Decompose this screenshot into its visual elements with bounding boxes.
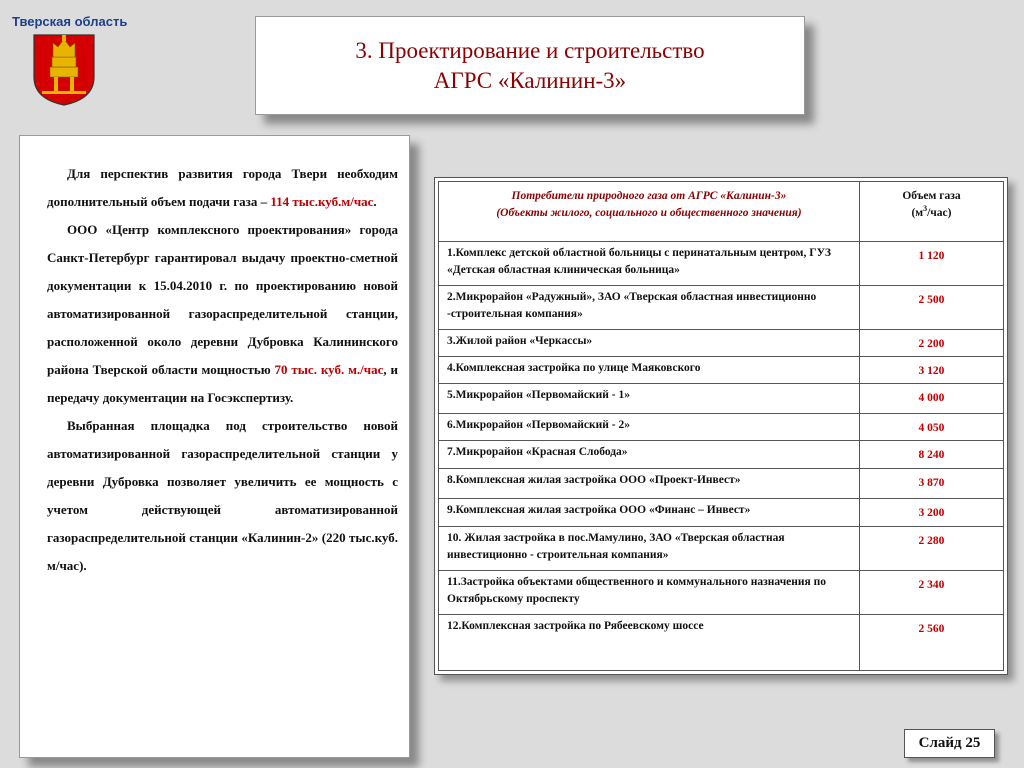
consumer-name-cell: 6.Микрорайон «Первомайский - 2» [439,414,860,441]
table-row [439,614,1004,670]
gas-volume-cell: 3 200 [859,498,1003,526]
consumer-name-cell: 8.Комплексная жилая застройка ООО «Проект-Инвест» [439,468,860,498]
gas-volume-cell: 2 280 [859,526,1003,570]
consumer-name-cell: 3.Жилой район «Черкассы» [439,330,860,357]
paragraph-2-end: , и передачу документации на Госэкспертизу. [47,362,398,405]
table-row [439,414,1004,441]
title-line-2: АГРС «Калинин-3» [433,67,627,93]
gas-volume-cell: 3 120 [859,357,1003,384]
table-row [439,242,1004,286]
paragraph-2 [47,216,398,412]
table-row [439,441,1004,468]
region-label: Тверская область [12,14,128,29]
gas-volume-cell: 4 000 [859,384,1003,414]
gas-demand-highlight: 114 тыс.куб.м/час [270,194,374,209]
capacity-highlight: 70 тыс. куб. м./час [274,362,384,377]
gas-volume-cell: 2 500 [859,286,1003,330]
slide-title [255,16,805,115]
gas-consumers-table [438,181,1004,671]
table-row [439,498,1004,526]
table-row [439,570,1004,614]
table-row [439,468,1004,498]
volume-column-header [859,182,1003,242]
consumers-header-title: Потребители природного газа от АГРС «Калинин-3» [511,190,787,202]
consumer-name-cell: 7.Микрорайон «Красная Слобода» [439,441,860,468]
gas-volume-cell: 4 050 [859,414,1003,441]
consumer-name-cell: 9.Комплексная жилая застройка ООО «Финанс – Инвест» [439,498,860,526]
consumer-name-cell: 4.Комплексная застройка по улице Маяковского [439,357,860,384]
gas-volume-cell: 8 240 [859,441,1003,468]
paragraph-1 [47,160,398,216]
consumer-name-cell: 10. Жилая застройка в пос.Мамулино, ЗАО «Тверская областная инвестиционно - строительная компания» [439,526,860,570]
gas-volume-cell: 2 200 [859,330,1003,357]
gas-consumers-table-container [434,177,1008,675]
table-header-row [439,182,1004,242]
consumer-name-cell: 11.Застройка объектами общественного и коммунального назначения по Октябрьскому проспекту [439,570,860,614]
description-panel [19,135,410,758]
table-row [439,357,1004,384]
consumer-name-cell: 5.Микрорайон «Первомайский - 1» [439,384,860,414]
table-row [439,384,1004,414]
consumer-name-cell: 2.Микрорайон «Радужный», ЗАО «Тверская областная инвестиционно -строительная компания» [439,286,860,330]
gas-volume-cell: 2 340 [859,570,1003,614]
volume-header-unit: $(м^3/час)$ [911,204,952,219]
paragraph-1-text: Для перспектив развития города Твери необходим дополнительный объем подачи газа – [47,166,398,209]
volume-header-title: Объем газа [902,190,961,202]
gas-volume-cell: 3 870 [859,468,1003,498]
coat-of-arms-icon [32,33,96,107]
paragraph-1-end: . [373,194,377,209]
paragraph-2-text: ООО «Центр комплексного проектирования» города Санкт-Петербург гарантировал выдачу проектно-сметной документации к 15.04.2010 г. по проектированию новой автоматизированной газораспределительной станции, расположенной около деревни Дубровка Калининского района Тверской области мощностью [47,222,398,377]
gas-volume-cell: 1 120 [859,242,1003,286]
title-line-1: 3. Проектирование и строительство [355,37,705,63]
consumer-name-cell: 1.Комплекс детской областной больницы с перинатальным центром, ГУЗ «Детская областная клиническая больница» [439,242,860,286]
consumers-column-header [439,182,860,242]
consumer-name-cell: 12.Комплексная застройка по Рябеевскому шоссе [439,614,860,670]
paragraph-3: Выбранная площадка под строительство новой автоматизированной газораспределительной станции у деревни Дубровка позволяет увеличить ее мощность с учетом действующей автоматизированной газораспределительной станции «Калинин-2» (220 тыс.куб. м/час). [47,418,398,573]
table-row [439,330,1004,357]
table-row [439,286,1004,330]
table-row [439,526,1004,570]
slide-number: Слайд 25 [904,729,995,758]
consumers-header-subtitle: (Объекты жилого, социального и общественного значения) [496,207,802,219]
gas-volume-cell: 2 560 [859,614,1003,670]
